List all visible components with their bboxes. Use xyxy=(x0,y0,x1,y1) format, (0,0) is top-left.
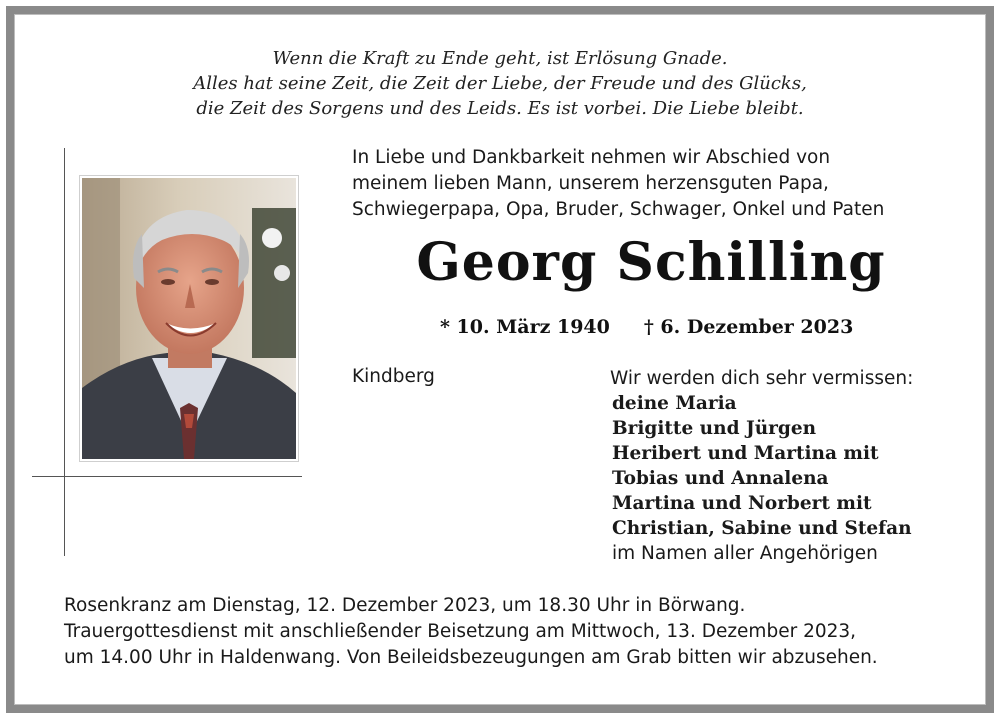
portrait-photo xyxy=(80,176,298,461)
service-line: Rosenkranz am Dienstag, 12. Dezember 2023, um 18.30 Uhr in Börwang. xyxy=(64,595,746,616)
mourner-name: deine Maria xyxy=(612,393,737,414)
mourners-closing: im Namen aller Angehörigen xyxy=(612,543,878,564)
death-date: † 6. Dezember 2023 xyxy=(643,316,854,338)
service-line: Trauergottesdienst mit anschließender Beisetzung am Mittwoch, 13. Dezember 2023, xyxy=(64,621,857,642)
portrait-image xyxy=(82,178,296,459)
service-line: um 14.00 Uhr in Haldenwang. Von Beileidsbezeugungen am Grab bitten wir abzusehen. xyxy=(64,647,878,668)
intro-line: In Liebe und Dankbarkeit nehmen wir Abschied von xyxy=(352,147,831,168)
poem-line: Alles hat seine Zeit, die Zeit der Liebe, der Freude und des Glücks, xyxy=(193,73,807,94)
mourners-lead: Wir werden dich sehr vermissen: xyxy=(610,368,914,389)
service-info xyxy=(64,593,878,671)
mourner-name: Tobias und Annalena xyxy=(612,468,829,489)
birth-date: * 10. März 1940 xyxy=(440,316,610,338)
life-dates xyxy=(440,316,853,338)
intro-line: meinem lieben Mann, unserem herzensguten Papa, xyxy=(352,173,829,194)
place-name: Kindberg xyxy=(352,366,435,387)
intro-text xyxy=(352,145,884,223)
mourner-name: Martina und Norbert mit xyxy=(612,493,872,514)
horizontal-divider xyxy=(32,476,302,477)
intro-line: Schwiegerpapa, Opa, Bruder, Schwager, Onkel und Paten xyxy=(352,199,885,220)
poem xyxy=(0,46,1000,121)
poem-line: Wenn die Kraft zu Ende geht, ist Erlösung Gnade. xyxy=(272,48,728,69)
deceased-name: Georg Schilling xyxy=(416,232,886,293)
mourner-name: Brigitte und Jürgen xyxy=(612,418,817,439)
vertical-divider xyxy=(64,148,65,556)
mourner-name: Christian, Sabine und Stefan xyxy=(612,518,912,539)
poem-line: die Zeit des Sorgens und des Leids. Es ist vorbei. Die Liebe bleibt. xyxy=(196,98,804,119)
mourners-list xyxy=(612,366,913,566)
mourner-name: Heribert und Martina mit xyxy=(612,443,879,464)
